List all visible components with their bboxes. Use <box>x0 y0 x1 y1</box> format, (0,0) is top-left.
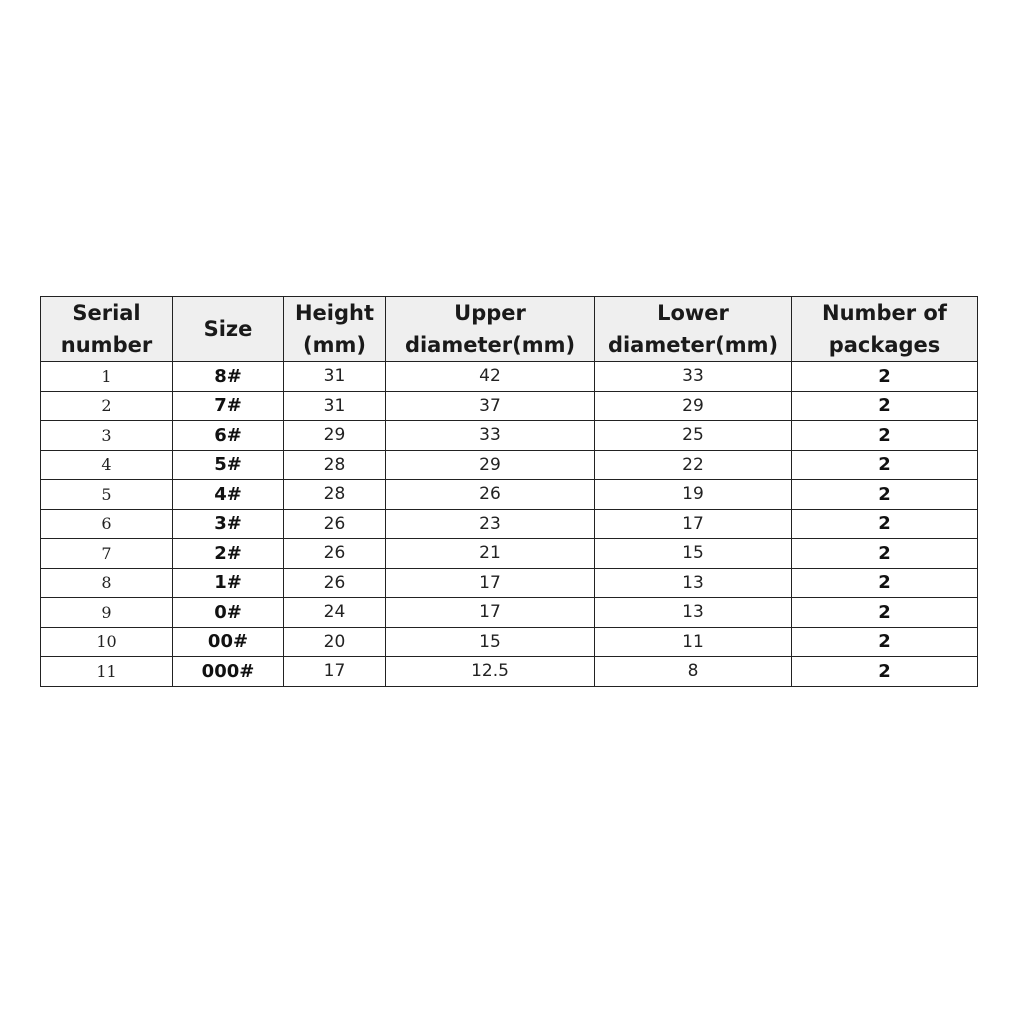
table-row <box>41 657 978 687</box>
cell-size: 3# <box>173 509 284 539</box>
cell-size: 4# <box>173 480 284 510</box>
cell-packages: 2 <box>792 509 978 539</box>
cell-upper-diameter: 29 <box>386 450 595 480</box>
cell-serial: 1 <box>41 362 173 392</box>
table-body <box>41 362 978 687</box>
cell-size: 6# <box>173 421 284 451</box>
cell-upper-diameter: 23 <box>386 509 595 539</box>
header-row <box>41 297 978 362</box>
cell-height: 31 <box>284 391 386 421</box>
header-size-label: Size <box>203 317 253 341</box>
cell-packages: 2 <box>792 421 978 451</box>
cell-serial: 4 <box>41 450 173 480</box>
cell-height: 20 <box>284 627 386 657</box>
cell-upper-diameter: 12.5 <box>386 657 595 687</box>
header-serial-line1: Serial <box>72 301 141 325</box>
header-lower-diameter <box>595 297 792 362</box>
cell-serial: 2 <box>41 391 173 421</box>
cell-lower-diameter: 11 <box>595 627 792 657</box>
cell-size: 2# <box>173 539 284 569</box>
table-row <box>41 362 978 392</box>
table-row <box>41 539 978 569</box>
header-lower-line2: diameter(mm) <box>607 333 779 357</box>
cell-lower-diameter: 15 <box>595 539 792 569</box>
header-height-line1: Height <box>294 301 375 325</box>
header-packages-line2: packages <box>828 333 941 357</box>
header-size <box>173 297 284 362</box>
table-row <box>41 568 978 598</box>
header-upper-line2: diameter(mm) <box>404 333 576 357</box>
cell-size: 00# <box>173 627 284 657</box>
table-row <box>41 627 978 657</box>
cell-height: 24 <box>284 598 386 628</box>
cell-size: 5# <box>173 450 284 480</box>
cell-packages: 2 <box>792 362 978 392</box>
cell-upper-diameter: 17 <box>386 598 595 628</box>
cell-lower-diameter: 17 <box>595 509 792 539</box>
cell-serial: 5 <box>41 480 173 510</box>
cell-upper-diameter: 33 <box>386 421 595 451</box>
cell-serial: 6 <box>41 509 173 539</box>
cell-lower-diameter: 22 <box>595 450 792 480</box>
cell-serial: 11 <box>41 657 173 687</box>
cell-size: 7# <box>173 391 284 421</box>
cell-lower-diameter: 25 <box>595 421 792 451</box>
cell-height: 28 <box>284 480 386 510</box>
cell-packages: 2 <box>792 480 978 510</box>
cell-size: 8# <box>173 362 284 392</box>
cell-serial: 7 <box>41 539 173 569</box>
table-row <box>41 509 978 539</box>
cell-height: 26 <box>284 539 386 569</box>
cell-height: 26 <box>284 568 386 598</box>
cell-upper-diameter: 37 <box>386 391 595 421</box>
cell-lower-diameter: 19 <box>595 480 792 510</box>
cell-size: 0# <box>173 598 284 628</box>
cell-serial: 10 <box>41 627 173 657</box>
cell-packages: 2 <box>792 627 978 657</box>
cell-packages: 2 <box>792 568 978 598</box>
header-lower-line1: Lower <box>657 301 729 325</box>
cell-height: 28 <box>284 450 386 480</box>
table-header <box>41 297 978 362</box>
cell-packages: 2 <box>792 391 978 421</box>
header-packages-line1: Number of <box>822 301 947 325</box>
cell-height: 31 <box>284 362 386 392</box>
cell-serial: 8 <box>41 568 173 598</box>
cell-packages: 2 <box>792 539 978 569</box>
cell-upper-diameter: 42 <box>386 362 595 392</box>
cell-size: 000# <box>173 657 284 687</box>
cell-packages: 2 <box>792 450 978 480</box>
table-row <box>41 598 978 628</box>
cell-serial: 3 <box>41 421 173 451</box>
header-number-of-packages <box>792 297 978 362</box>
cell-lower-diameter: 13 <box>595 568 792 598</box>
cell-upper-diameter: 17 <box>386 568 595 598</box>
cell-lower-diameter: 33 <box>595 362 792 392</box>
header-height-line2: (mm) <box>303 333 366 357</box>
cell-lower-diameter: 8 <box>595 657 792 687</box>
cell-packages: 2 <box>792 598 978 628</box>
header-serial-line2: number <box>60 333 153 357</box>
cell-upper-diameter: 15 <box>386 627 595 657</box>
cell-height: 29 <box>284 421 386 451</box>
table-row <box>41 450 978 480</box>
size-spec-table <box>40 296 978 687</box>
cell-packages: 2 <box>792 657 978 687</box>
header-upper-line1: Upper <box>454 301 526 325</box>
header-serial-number <box>41 297 173 362</box>
table-row <box>41 480 978 510</box>
header-upper-diameter <box>386 297 595 362</box>
cell-height: 26 <box>284 509 386 539</box>
cell-upper-diameter: 21 <box>386 539 595 569</box>
header-height <box>284 297 386 362</box>
table-row <box>41 421 978 451</box>
cell-size: 1# <box>173 568 284 598</box>
cell-height: 17 <box>284 657 386 687</box>
table-row <box>41 391 978 421</box>
cell-upper-diameter: 26 <box>386 480 595 510</box>
cell-serial: 9 <box>41 598 173 628</box>
cell-lower-diameter: 13 <box>595 598 792 628</box>
cell-lower-diameter: 29 <box>595 391 792 421</box>
